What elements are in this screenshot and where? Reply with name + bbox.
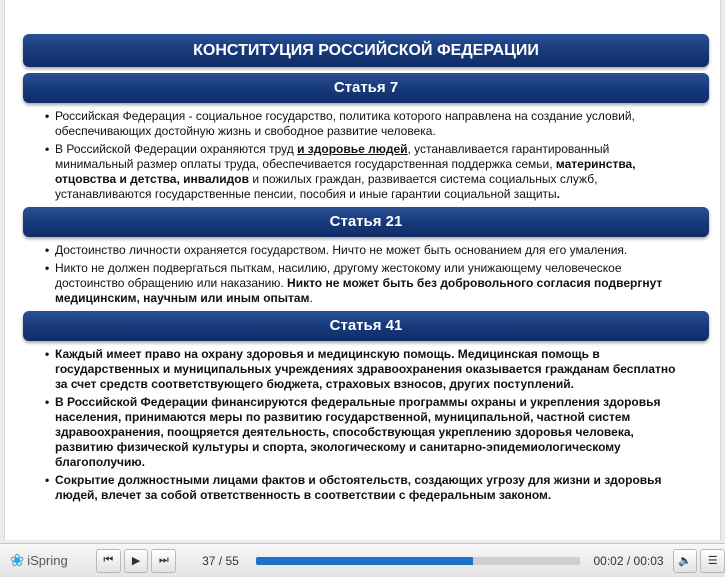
- ispring-logo-icon: ❀: [10, 551, 25, 570]
- bullet-text-segment: Достоинство личности охраняется государством. Ничто не может быть основанием для его умаления.: [55, 243, 628, 257]
- bullet-text-segment: Никто не должен подвергаться пыткам, насилию, другому жестокому или унижающему человеческое достоинство обращению или наказанию.: [55, 261, 622, 290]
- bullet-text-segment: Сокрытие должностными лицами фактов и обстоятельств, создающих угрозу для жизни и здоровья людей, влечет за собой ответственность в соответствии с федеральным законом.: [55, 473, 662, 502]
- bullet-text-segment: материнства, отцовства и детства, инвалидов: [55, 157, 636, 186]
- menu-button[interactable]: [700, 549, 725, 573]
- slide: [4, 0, 721, 540]
- bullet-text-segment: .: [309, 291, 313, 305]
- bullet-text-segment: В Российской Федерации охраняются труд: [55, 142, 298, 156]
- skip-forward-icon: ⏭: [158, 554, 169, 566]
- time-display: 00:02 / 00:03: [593, 553, 664, 568]
- article-bullet: [45, 395, 685, 470]
- article-7-list: [45, 109, 685, 205]
- play-button[interactable]: [124, 549, 149, 573]
- bullet-text-segment: Каждый имеет право на охрану здоровья и медицинскую помощь. Медицинская помощь в государственных и муниципальных учреждениях здравоохранения оказывается гражданам бесплатно за счет средств соответствующего бюджета, страховых взносов, других поступлений.: [55, 347, 676, 391]
- bullet-text-segment: и здоровье людей: [297, 142, 408, 156]
- ispring-logo-text: iSpring: [27, 553, 68, 568]
- skip-back-icon: ⏮: [103, 554, 114, 566]
- player-controls-bar: [0, 543, 725, 577]
- ispring-logo: [10, 552, 93, 569]
- playback-progress-bar[interactable]: [256, 557, 580, 565]
- article-21-list: [45, 243, 685, 309]
- article-41-list: [45, 347, 685, 506]
- article-bullet: [45, 109, 685, 139]
- article-7-heading: Статья 7: [23, 73, 709, 103]
- next-slide-button[interactable]: [151, 549, 176, 573]
- menu-icon: ☰: [707, 555, 718, 567]
- slide-title: КОНСТИТУЦИЯ РОССИЙСКОЙ ФЕДЕРАЦИИ: [23, 34, 709, 67]
- slide-counter: 37 / 55: [202, 553, 239, 568]
- bullet-text-segment: , устанавливается гарантированный минимальный размер оплаты труда, обеспечивается государственная поддержка семьи,: [55, 142, 610, 171]
- article-bullet: [45, 142, 685, 202]
- article-bullet: [45, 261, 685, 306]
- bullet-text-segment: Российская Федерация - социальное государство, политика которого направлена на создание условий, обеспечивающих достойную жизнь и свободное развитие человека.: [55, 109, 635, 138]
- article-21-heading: Статья 21: [23, 207, 709, 237]
- volume-button[interactable]: [673, 549, 698, 573]
- article-bullet: [45, 243, 685, 258]
- play-icon: ▶: [131, 555, 141, 567]
- speaker-icon: 🔈: [678, 555, 692, 567]
- playback-progress-fill: [256, 557, 473, 565]
- article-41-heading: Статья 41: [23, 311, 709, 341]
- bullet-text-segment: и пожилых граждан, развивается система социальных служб, устанавливаются государственные пенсии, пособия и иные гарантии социальной защиты: [55, 172, 598, 201]
- bullet-text-segment: В Российской Федерации финансируются федеральные программы охраны и укрепления здоровья населения, принимаются меры по развитию государственной, муниципальной, частной систем здравоохранения, поощряется деятельность, способствующая укреплению здоровья человека, развитию физической культуры и спорта, экологическому и санитарно-эпидемиологическому благополучию.: [55, 395, 661, 469]
- article-bullet: [45, 473, 685, 503]
- article-bullet: [45, 347, 685, 392]
- bullet-text-segment: .: [556, 187, 561, 201]
- previous-slide-button[interactable]: [96, 549, 121, 573]
- bullet-text-segment: Никто не может быть без добровольного согласия подвергнут медицинским, научным или иным опытам: [55, 276, 663, 305]
